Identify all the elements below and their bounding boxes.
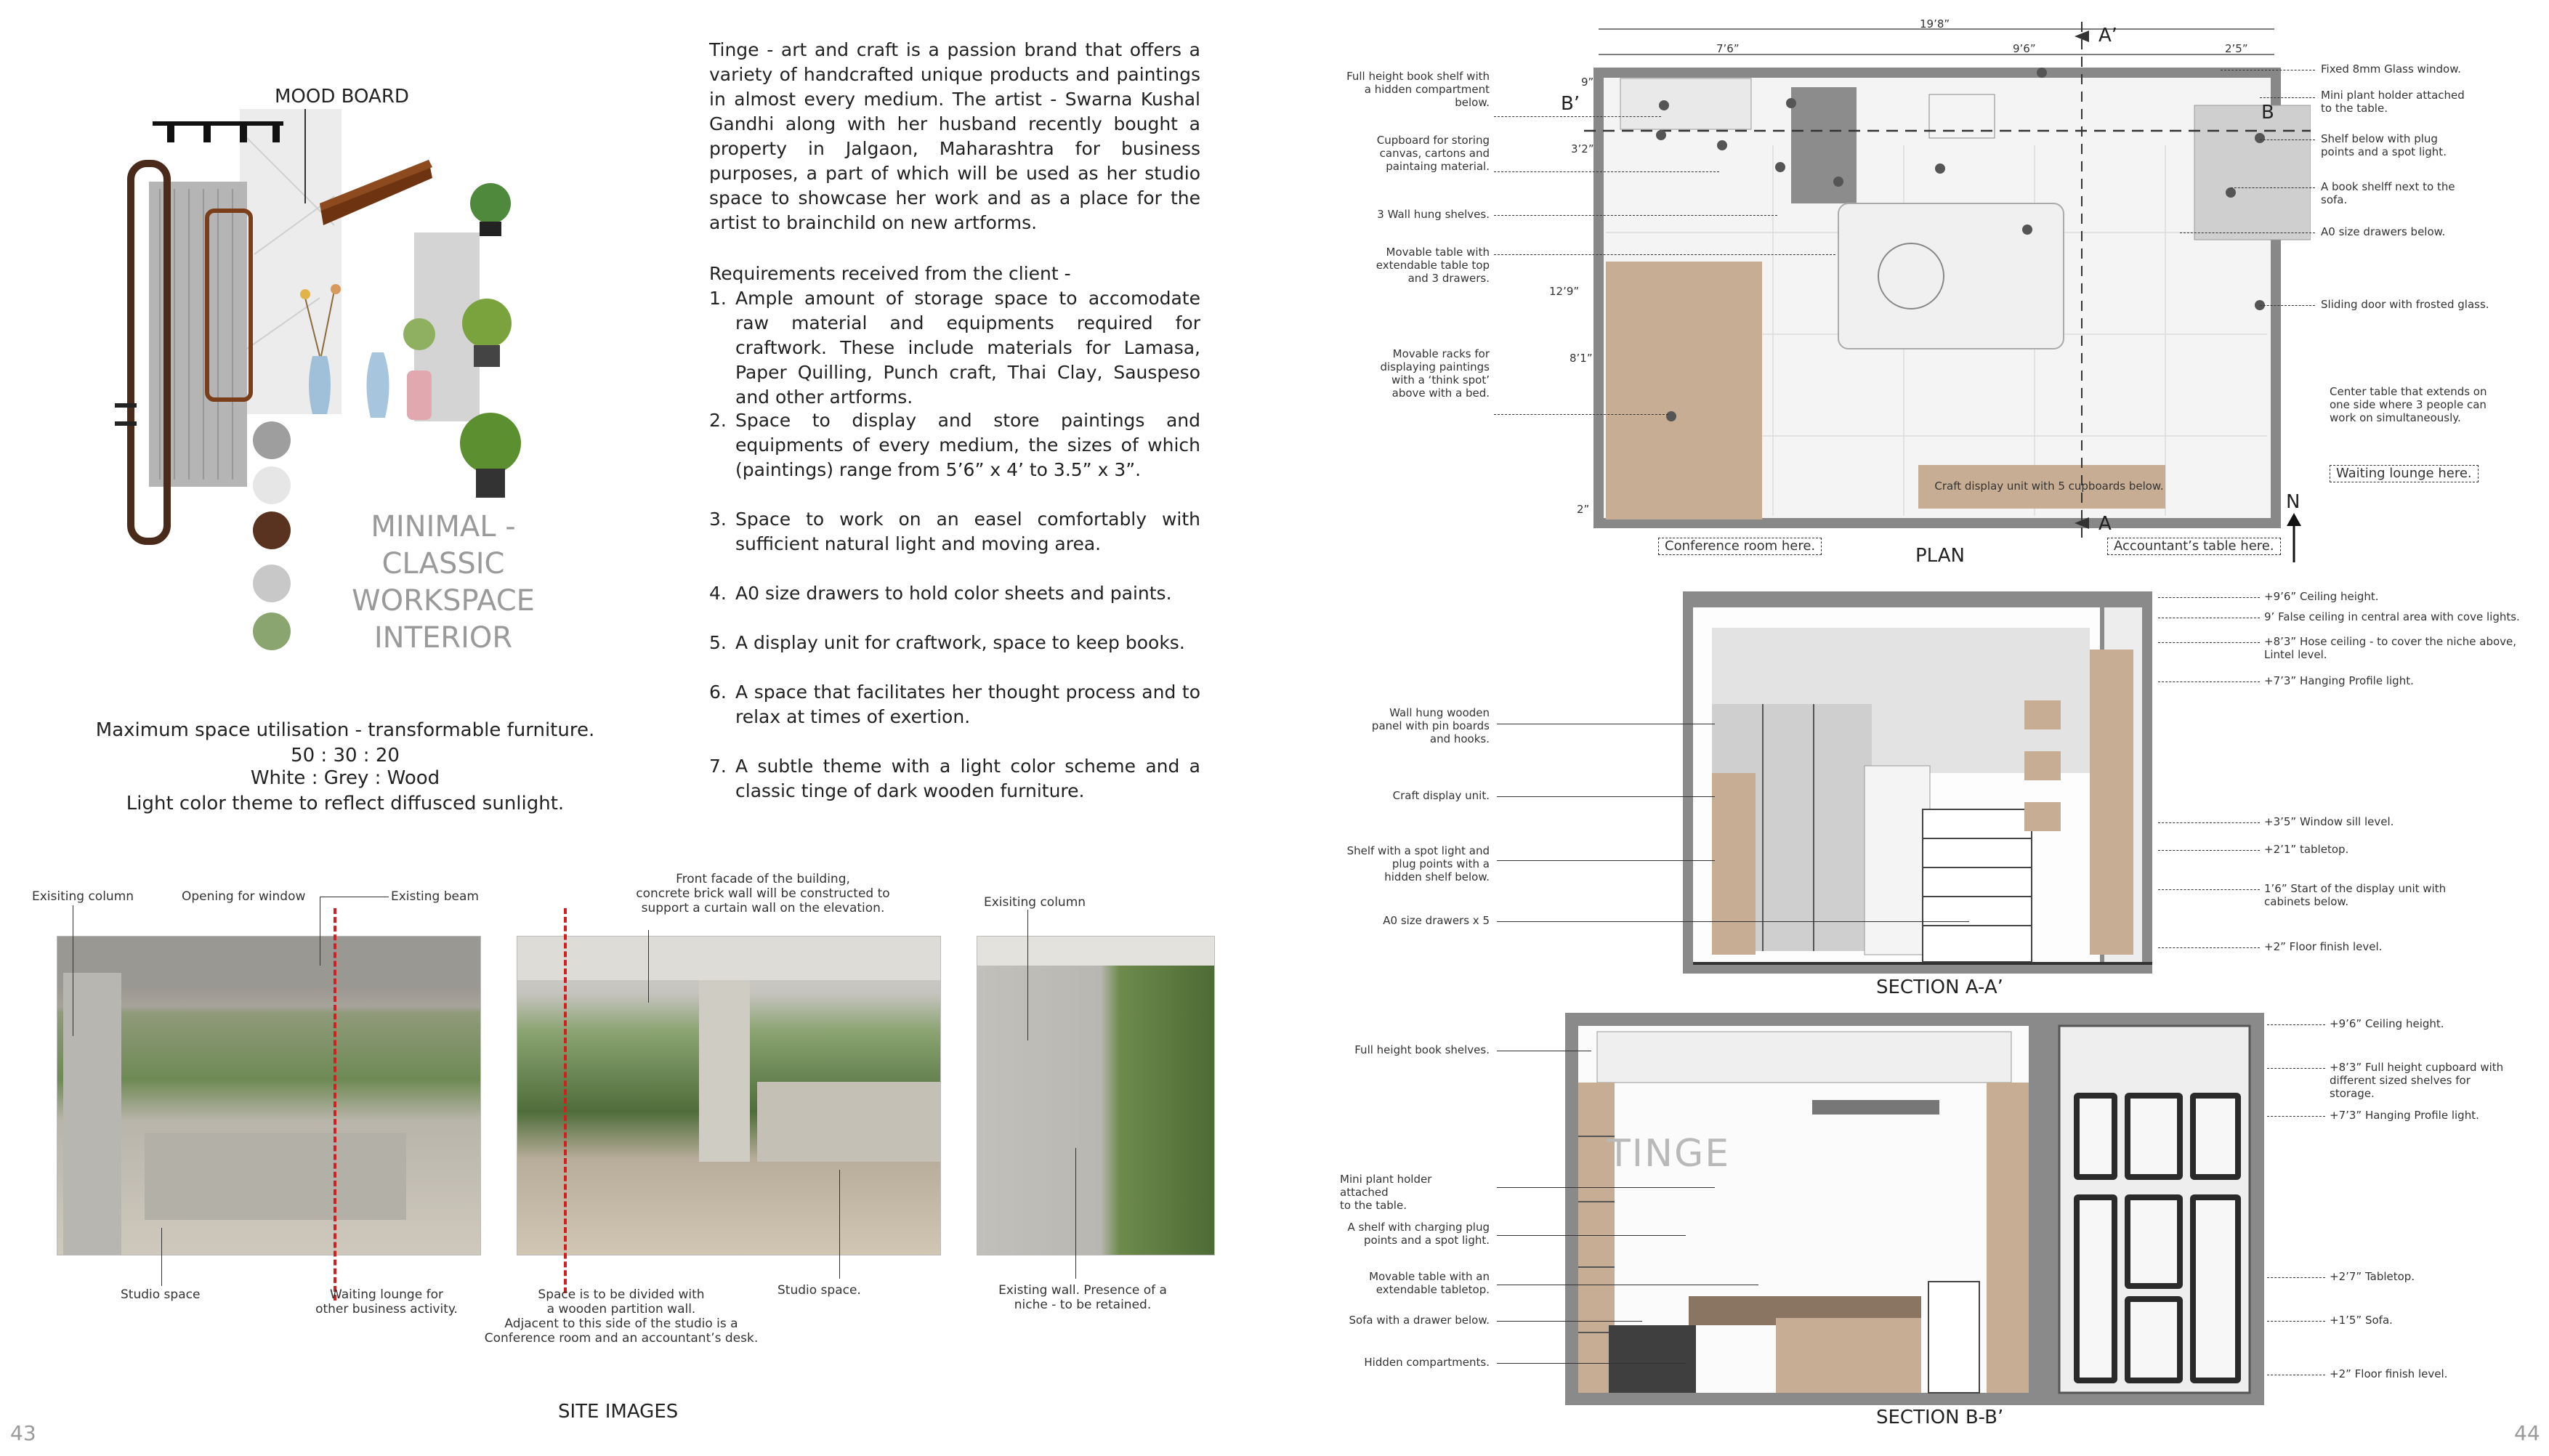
aa-level-ceiling: +9’6” Ceiling height. [2264,590,2379,603]
dim-h2: 3’2” [1571,142,1594,155]
plan-label-cupboard: Cupboard for storing canvas, cartons and paintaing material. [1376,134,1490,173]
leader [1497,860,1715,861]
requirement-number: 3. [709,509,727,530]
dim-h3: 12’9” [1549,285,1580,298]
section-mark-a-top: A’ [2098,25,2118,46]
concept-block [44,718,647,817]
wood-shelves [2090,650,2133,955]
requirement-number: 7. [709,756,727,777]
accountant-table-label: Accountant’s table here. [2107,538,2281,555]
leader [1497,1187,1715,1188]
label-studio-space: Studio space [121,1287,201,1302]
movable-racks [1606,262,1762,519]
concept-ratio-labels: White : Grey : Wood [250,767,440,789]
leader [2158,850,2260,851]
leader [1497,796,1715,797]
plan-label-glass-window: Fixed 8mm Glass window. [2321,62,2461,76]
requirement-item [709,286,1200,410]
dim-h5: 2” [1577,503,1590,516]
requirement-item [709,507,1200,557]
plan-label-shelf-below: Shelf below with plug points and a spot light. [2321,132,2447,158]
plan-label-bookshelf: Full height book shelf with a hidden compartment below. [1346,70,1490,109]
plan-label-a0-drawers: A0 size drawers below. [2321,225,2446,238]
leader [1027,910,1028,1040]
dim-h4: 8’1” [1570,352,1593,365]
bb-level-sofa: +1’5” Sofa. [2330,1314,2393,1327]
leader [2260,305,2315,306]
aa-label-shelf: Shelf with a spot light and plug points with a hidden shelf below. [1346,844,1490,883]
requirement-text: A space that facilitates her thought process and to relax at times of exertion. [735,682,1200,727]
page-number-right: 44 [2514,1421,2540,1445]
bb-label-hidden: Hidden compartments. [1364,1356,1490,1369]
leader [2267,1321,2325,1322]
bb-level-ceiling: +9’6” Ceiling height. [2330,1017,2444,1030]
dim-h1: 9” [1581,76,1594,89]
leader [2158,889,2260,890]
aa-level-floor: +2” Floor finish level. [2264,940,2383,953]
requirement-text: A display unit for craftwork, space to keep books. [735,632,1185,653]
concept-ratio: 50 : 30 : 20 [291,745,400,767]
leader [1494,414,1668,415]
bb-label-charging-shelf: A shelf with charging plug points and a spot light. [1347,1221,1490,1247]
leader [2267,1277,2325,1278]
leader [1497,921,1969,922]
aa-label-craft: Craft display unit. [1392,789,1490,802]
requirement-number: 1. [709,288,727,309]
bb-label-plant-holder: Mini plant holder attached to the table. [1340,1173,1432,1212]
leader [2180,232,2315,233]
north-arrow-icon [2283,513,2305,564]
bb-level-profile-light: +7’3” Hanging Profile light. [2330,1109,2479,1122]
leader [2158,822,2260,823]
plan-label-plant-holder: Mini plant holder attached to the table. [2321,89,2465,115]
plan-title: PLAN [1915,545,1965,567]
leader [1075,1148,1076,1279]
requirement-number: 6. [709,682,727,703]
swatch-grey [253,421,291,459]
requirement-text: Ample amount of storage space to accomodate raw material and equipments required for craftwork. These include materials for Lamasa, Paper Quilling, Punch craft, Thai Clay, Sauspeso and other artforms. [735,288,1200,408]
section-aa-title: SECTION A-A’ [1876,976,2003,998]
swatch-light-grey [253,565,291,602]
waiting-lounge-label: Waiting lounge here. [2330,465,2479,482]
leader [1494,116,1661,117]
aa-level-tabletop: +2’1” tabletop. [2264,843,2349,856]
leader [1494,254,1835,255]
leader [1497,1235,1686,1236]
plants [460,183,521,498]
requirement-item [709,581,1200,606]
plan-label-movable-table: Movable table with extendable table top and 3 drawers. [1376,246,1490,285]
north-label: N [2286,491,2300,513]
swatch-green [253,612,291,650]
section-mark-b-left: B’ [1561,93,1580,115]
concept-line: Maximum space utilisation - transformable furniture. [95,719,595,741]
bb-level-tabletop: +2’7” Tabletop. [2330,1270,2415,1283]
plan-label-racks: Movable racks for displaying paintings with a ‘think spot’ above with a bed. [1380,347,1490,400]
section-mark-a-bottom: A [2098,513,2112,535]
requirement-text: A subtle theme with a light color scheme and a classic tinge of dark wooden furniture. [735,756,1200,801]
leader [2231,187,2315,188]
dim-2: 9’6” [2013,42,2036,55]
leader [648,930,649,1003]
cupboard [1791,87,1857,203]
plan-label-sliding-door: Sliding door with frosted glass. [2321,298,2489,311]
requirement-number: 5. [709,632,727,653]
partition-line-1 [334,908,336,1301]
bb-level-floor: +2” Floor finish level. [2330,1367,2448,1380]
theme-line: INTERIOR [373,621,513,655]
swatch-wood [253,511,291,549]
aa-level-hose-ceiling: +8’3” Hose ceiling - to cover the niche above, Lintel level. [2264,635,2517,661]
label-existing-column: Exisiting column [32,889,134,904]
requirement-text: Space to work on an easel comfortably with sufficient natural light and moving area. [735,509,1200,554]
label-existing-column-2: Exisiting column [984,895,1086,910]
concept-line: Light color theme to reflect diffusced sunlight. [126,793,565,814]
label-opening: Opening for window [182,889,306,904]
aa-level-false-ceiling: 9’ False ceiling in central area with cove lights. [2264,610,2520,623]
label-studio-space-2: Studio space. [777,1283,861,1298]
bb-label-movable-table: Movable table with an extendable tabletop. [1369,1270,1490,1296]
label-existing-wall: Existing wall. Presence of a niche - to be retained. [998,1283,1167,1312]
site-images-title: SITE IMAGES [558,1401,679,1423]
dim-3: 2’5” [2225,42,2248,55]
requirement-number: 2. [709,410,727,431]
tinge-brand-text: TINGE [1607,1132,1731,1176]
aa-label-drawers: A0 size drawers x 5 [1383,914,1490,927]
site-photo-2 [517,936,941,1255]
mood-board-title: MOOD BOARD [275,86,409,108]
leader [2267,1024,2325,1025]
leader [1494,215,1777,216]
leader [1497,1363,1686,1364]
theme-line: WORKSPACE [352,584,535,618]
craft-display-label: Craft display unit with 5 cupboards below. [1934,480,2164,493]
site-photo-3 [977,936,1215,1255]
leader [2158,947,2260,948]
leader [1494,171,1719,172]
leader [2158,597,2260,598]
leader [2267,1068,2325,1069]
section-mark-b-right: B [2261,102,2274,124]
leader [2260,139,2315,140]
requirement-item [709,408,1200,482]
bb-label-book-shelves: Full height book shelves. [1354,1043,1490,1056]
leader [161,1228,162,1286]
partition-line-2 [564,908,567,1293]
site-photo-1 [57,936,481,1255]
bb-label-sofa: Sofa with a drawer below. [1349,1314,1490,1327]
aa-level-profile-light: +7’3” Hanging Profile light. [2264,674,2414,687]
requirement-item [709,680,1200,729]
requirement-item [709,754,1200,804]
label-beam: Existing beam [391,889,479,904]
swatch-white [253,466,291,504]
leader [839,1170,840,1279]
leader [2267,1116,2325,1117]
plan-label-center-table: Center table that extends on one side where 3 people can work on simultaneously. [2330,385,2487,424]
conference-room-label: Conference room here. [1658,538,1822,555]
requirement-number: 4. [709,583,727,604]
theme-line: MINIMAL - [371,510,516,543]
intro-paragraph: Tinge - art and craft is a passion brand that offers a variety of handcrafted unique products and paintings in almost every medium. The artist - Swarna Kushal Gandhi along with her husband recently bought a property in Jalgaon, Maharashtra for business purposes, a part of which will be used as her studio space to showcase her work and as a place for the artist to brainchild on new artforms. [709,39,1200,233]
label-waiting: Waiting lounge for other business activity. [315,1287,458,1317]
theme-line: CLASSIC [381,547,505,581]
dim-1: 7’6” [1716,42,1740,55]
section-bb-title: SECTION B-B’ [1876,1407,2004,1428]
aa-level-window-sill: +3’5” Window sill level. [2264,815,2394,828]
requirement-text: Space to display and store paintings and equipments of every medium, the sizes of which (paintings) range from 5’6” x 4’ to 3.5” x 3”. [735,410,1200,480]
leader [1497,1321,1642,1322]
requirement-item [709,631,1200,655]
dim-overall: 19’8” [1920,17,1950,31]
section-bb-drawing [1565,1013,2264,1405]
leader [2260,97,2315,98]
floor-plan-drawing [1533,15,2311,538]
page-number-left: 43 [10,1421,36,1445]
aa-label-panel: Wall hung wooden panel with pin boards and hooks. [1371,706,1490,745]
plan-label-book-shelf: A book shelff next to the sofa. [2321,180,2455,206]
plan-label-wall-shelves: 3 Wall hung shelves. [1377,208,1490,221]
leader [2158,642,2260,643]
aa-level-display-unit: 1’6” Start of the display unit with cabinets below. [2264,882,2447,908]
label-facade: Front facade of the building, concrete brick wall will be constructed to support a curtain wall on the elevation. [636,872,890,915]
section-aa-drawing [1683,591,2152,974]
requirement-text: A0 size drawers to hold color sheets and paints. [735,583,1172,604]
theme-title [334,509,552,657]
bb-level-cupboard: +8’3” Full height cupboard with different sized shelves for storage. [2330,1061,2504,1100]
label-divided: Space is to be divided with a wooden partition wall. Adjacent to this side of the studio is a Conference room and an accountant’s desk. [484,1287,759,1346]
requirements-heading: Requirements received from the client - [709,263,1071,284]
